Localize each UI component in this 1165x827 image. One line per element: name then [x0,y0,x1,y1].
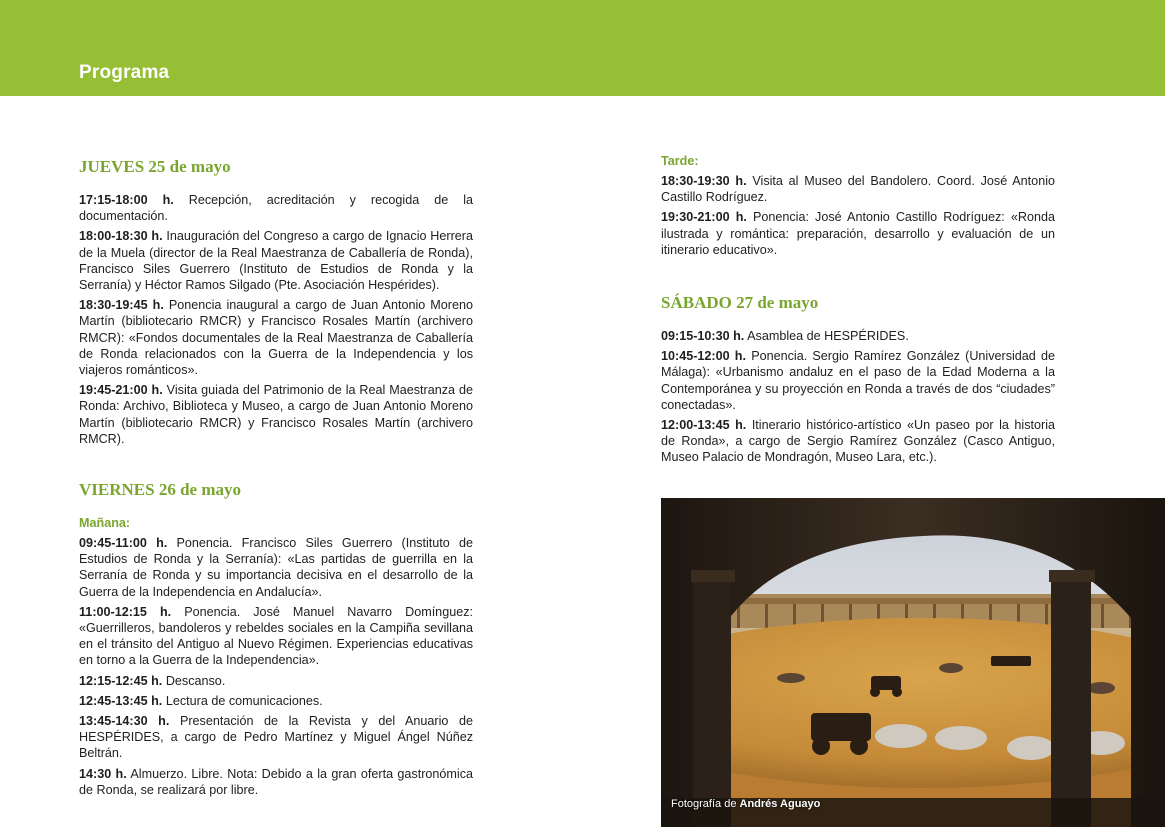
entry-time: 09:15-10:30 h. [661,329,745,344]
period-label-morning: Mañana: [79,516,131,531]
day-heading-friday: VIERNES 26 de mayo [79,480,241,500]
program-entry [79,693,473,709]
entry-time: 17:15-18:00 h. [79,193,174,207]
entry-text: Ponencia. Sergio Ramírez González (Universidad de Málaga): «Urbanismo andaluz en el paso de la Edad Moderna a la Contemporánea y su proyección en Ronda a través de dos “ciudades” conectadas». [661,349,1056,412]
photo-caption [671,798,820,810]
entry-time: 12:00-13:45 h. [661,418,747,433]
entry-text: Asamblea de HESPÉRIDES. [747,329,909,344]
program-entry [79,228,473,293]
entry-time: 14:30 h. [79,766,127,781]
entry-time: 12:15-12:45 h. [79,673,163,688]
entry-time: 18:00-18:30 h. [79,229,163,244]
program-entry [661,328,1055,344]
bullring-illustration [661,498,1165,827]
entry-time: 09:45-11:00 h. [79,536,168,551]
entry-text: Descanso. [165,673,226,688]
entry-text: Ponencia. Francisco Siles Guerrero (Instituto de Estudios de Ronda y la Serranía): «Las partidas de guerrilla en la Serranía de Ronda y su importancia decisiva en el desarrollo de la Guerra de la Independencia en Andalucía». [79,536,474,599]
entry-text: Inauguración del Congreso a cargo de Ignacio Herrera de la Muela (director de la Real Maestranza de Caballería de Ronda), Francisco Siles Guerrero (Instituto de Estudios de Ronda y la Serranía) y Héctor Ramos Silgado (Pte. Asociación Hespérides). [79,229,473,293]
entry-text: Ponencia: José Antonio Castillo Rodríguez: «Ronda ilustrada y romántica: preparación, desarrollo y evaluación de un itinerario educativo». [661,210,1055,257]
entry-text: Lectura de comunicaciones. [165,693,323,708]
entry-time: 12:45-13:45 h. [79,693,163,708]
entry-text: Visita guiada del Patrimonio de la Real Maestranza de Ronda: Archivo, Biblioteca y Museo, a cargo de Juan Antonio Moreno Martín (bibliotecario RMCR) y Francisco Rosales Martín (archivero RMCR). [79,383,473,446]
program-entry [661,417,1055,466]
photo-caption-prefix: Fotografía de [671,798,737,810]
entry-time: 19:30-21:00 h. [661,210,747,225]
entry-time: 13:45-14:30 h. [79,714,170,729]
entry-time: 11:00-12:15 h. [79,604,172,619]
entry-text: Recepción, acreditación y recogida de la documentación. [79,193,474,224]
entry-text: Almuerzo. Libre. Nota: Debido a la gran oferta gastronómica de Ronda, se realizará por libre. [79,766,473,797]
program-entry [79,535,473,600]
program-entry [79,382,473,447]
program-entry [79,297,473,378]
right-column [661,153,1055,470]
program-entry [79,192,473,224]
entry-text: Ponencia. José Manuel Navarro Domínguez: «Guerrilleros, bandoleros y rebeldes sociales en la Campiña sevillana en el tránsito del Antiguo al Nuevo Régimen. Experiencias educativas en torno a la Guerra de la Independencia». [79,604,473,668]
program-entry [79,604,473,669]
entry-text: Presentación de la Revista y del Anuario de HESPÉRIDES, a cargo de Pedro Martínez y Miguel Ángel Núñez Beltrán. [79,714,473,761]
period-label-afternoon: Tarde: [661,154,699,168]
program-entry [79,673,473,689]
entry-time: 18:30-19:30 h. [661,174,747,188]
entry-time: 18:30-19:45 h. [79,298,164,313]
program-entry [79,766,473,798]
program-entry [661,209,1055,258]
entry-text: Itinerario histórico-artístico «Un paseo por la historia de Ronda», a cargo de Sergio Ramírez González (Casco Antiguo, Museo Palacio de Mondragón, Museo Lara, etc.). [661,418,1055,465]
program-entry [661,348,1055,413]
left-column [79,156,473,802]
entry-text: Ponencia inaugural a cargo de Juan Antonio Moreno Martín (bibliotecario RMCR) y Francisco Rosales Martín (archivero RMCR): «Fondos documentales de la Real Maestranza de Caballería de Ronda relacionados con la Guerra de la Independencia y los viajeros románticos». [79,298,473,378]
program-entry [661,173,1055,205]
entry-time: 19:45-21:00 h. [79,383,163,398]
photo-caption-author: Andrés Aguayo [739,798,821,810]
page-title: Programa [79,62,170,83]
program-entry [79,713,473,762]
entry-time: 10:45-12:00 h. [661,349,746,364]
header-bar [0,0,1165,96]
day-heading-saturday: SÁBADO 27 de mayo [661,293,819,313]
day-heading-thursday: JUEVES 25 de mayo [79,157,231,176]
entry-text: Visita al Museo del Bandolero. Coord. José Antonio Castillo Rodríguez. [661,174,1055,205]
bullring-photo [661,498,1165,827]
